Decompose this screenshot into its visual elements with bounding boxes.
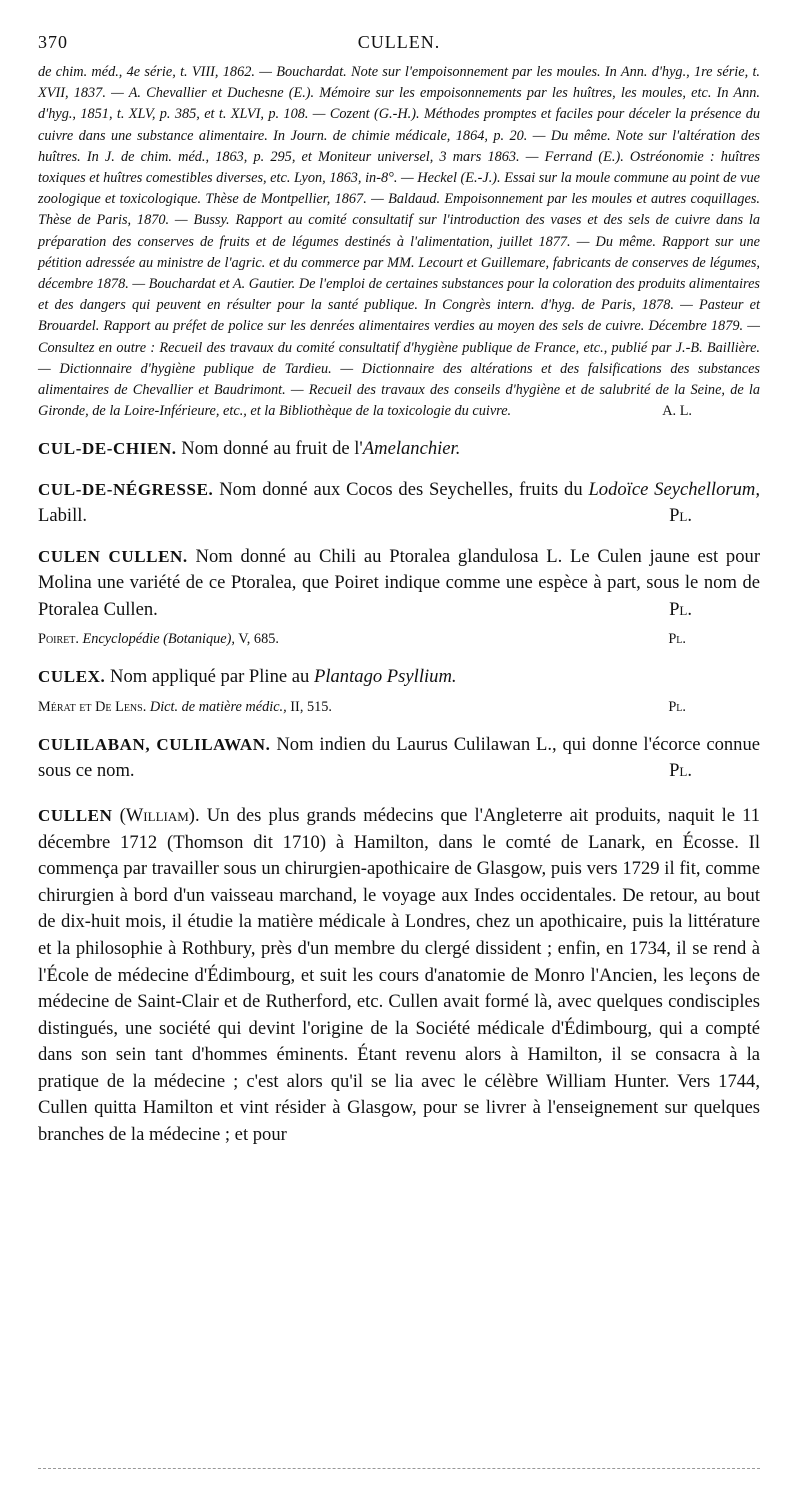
reference-work: Dict. de matière médic., xyxy=(149,698,287,715)
entry-headword: CULEX. xyxy=(38,667,106,687)
reference-merat xyxy=(38,697,760,718)
entry-text-after: Labill. xyxy=(38,505,88,527)
reference-poiret xyxy=(38,629,760,650)
entry-culex xyxy=(38,664,760,691)
reference-author: Mérat et De Lens. xyxy=(38,698,147,715)
entry-text: Nom indien du Laurus Culilawan L., qui donne l'écorce connue sous ce nom. xyxy=(38,733,761,782)
entry-signature: Pl. xyxy=(669,598,692,620)
biography-headword: CULLEN xyxy=(38,805,113,825)
entry-cul-de-chien xyxy=(38,436,760,463)
biography-cullen xyxy=(38,803,760,1149)
biography-text: Un des plus grands médecins que l'Angleterre ait produits, naquit le 11 décembre 1712 (Thomson dit 1710) à Hamilton, dans le comté de Lanark, en Écosse. Il commença par travailler sous un chirurgien-apothicaire de Glasgow, puis vers 1729 il fit, comme chirurgien à bord d'un vaisseau marchand, le voyage aux Indes occidentales. De retour, au bout de dix-huit mois, il étudie la matière médicale à Londres, chez un apothicaire, puis la littérature et la philosophie à Rothbury, près d'un membre du clergé dissident ; enfin, en 1734, il se rend à l'École de médecine d'Édimbourg, et suit les cours d'anatomie de Monro l'Ancien, les leçons de médecine de Saint-Clair et de Rutherford, etc. Cullen avait formé là, avec quelques condisciples distingués, une société qui devint l'origine de la Société médicale d'Édimbourg, qui a compté dans son sein tant d'hommes éminents. Étant revenu alors à Hamilton, il se consacra à la pratique de la médecine ; c'est alors qu'il se lia avec le célèbre William Hunter. Vers 1744, Cullen quitta Hamilton et vint résider à Glasgow, pour se livrer à l'enseignement sur quelques branches de la médecine ; et pour xyxy=(38,804,760,1146)
entry-headword: CUL-DE-CHIEN. xyxy=(38,439,177,459)
bibliography-signature: A. L. xyxy=(662,403,692,420)
entry-text: Nom donné aux Cocos des Seychelles, fruits du xyxy=(219,478,589,500)
reference-author: Poiret. xyxy=(38,631,79,648)
entry-text: Nom donné au Chili au Ptoralea glandulosa L. Le Culen jaune est pour Molina une variété de ce Ptoralea, que Poiret indique comme une espèce à part, sous le nom de Ptoralea Cullen. xyxy=(38,545,761,620)
entry-text: Nom donné au fruit de l' xyxy=(181,438,363,460)
entry-signature: Pl. xyxy=(669,760,692,782)
entry-italic: Amelanchier. xyxy=(362,438,461,460)
page-header xyxy=(38,30,760,58)
entry-headword: CULILABAN, CULILAWAN. xyxy=(38,734,271,754)
reference-signature: Pl. xyxy=(668,631,686,648)
reference-work: Encyclopédie (Botanique), xyxy=(82,631,235,648)
page-number: 370 xyxy=(38,32,68,52)
bibliography-block xyxy=(38,62,760,422)
entry-text: Nom appliqué par Pline au xyxy=(110,666,314,688)
entry-culen-cullen xyxy=(38,544,760,624)
bibliography-text: de chim. méd., 4e série, t. VIII, 1862. — Bouchardat. Note sur l'empoisonnement par les moules. In Ann. d'hyg., 1re série, t. XVII, 1837. — A. Chevallier et Duchesne (E.). Mémoire sur les empoisonnements par les huîtres, les moules, etc. In Ann. d'hyg., 1851, t. XLV, p. 385, et t. XLVI, p. 108. — Cozent (G.-H.). Méthodes promptes et faciles pour déceler la présence du cuivre dans une substance alimentaire. In Journ. de chimie médicale, 1864, p. 20. — Du même. Note sur l'altération des huîtres. In J. de chim. méd., 1863, p. 295, et Moniteur universel, 3 mars 1863. — Ferrand (E.). Ostréonomie : huîtres toxiques et huîtres comestibles diverses, etc. Lyon, 1863, in-8°. — Heckel (E.-J.). Essai sur la moule commune au point de vue zoologique et toxicologique. Thèse de Montpellier, 1867. — Baldaud. Empoisonnement par les moules et autres coquillages. Thèse de Paris, 1870. — Bussy. Rapport au comité consultatif sur l'introduction des vases et des sels de cuivre dans la préparation des conserves de fruits et de légumes destinés à l'alimentation, juillet 1877. — Du même. Rapport sur une pétition adressée au ministre de l'agric. et du commerce par MM. Lecourt et Guillemare, fabricants de conserves de légumes, décembre 1878. — Bouchardat et A. Gautier. De l'emploi de certaines substances pour la coloration des produits alimentaires et des dangers qui peuvent en résulter pour la santé publique. In Congrès intern. d'hyg. de Paris, 1878. — Pasteur et Brouardel. Rapport au préfet de police sur les denrées alimentaires verdies au moyen des sels de cuivre. Décembre 1879. — Consultez en outre : Recueil des travaux du comité consultatif d'hygiène publique de France, etc., publié par J.-B. Baillière. — Dictionnaire d'hygiène publique de Tardieu. — Dictionnaire des altérations et des falsifications des substances alimentaires de Chevallier et Baudrimont. — Recueil des travaux des conseils d'hygiène et de salubrité de la Seine, de la Gironde, de la Loire-Inférieure, etc., et la Bibliothèque de la toxicologie du cuivre. xyxy=(38,64,760,420)
entry-italic: Plantago Psyllium. xyxy=(313,666,457,688)
entry-headword: CUL-DE-NÉGRESSE. xyxy=(38,479,214,499)
entry-culilaban xyxy=(38,732,760,785)
biography-name: (William). xyxy=(119,804,200,826)
reference-signature: Pl. xyxy=(668,698,686,715)
entry-cul-de-negresse xyxy=(38,477,760,530)
entry-headword: CULEN CULLEN. xyxy=(38,546,188,566)
reference-rest: II, 515. xyxy=(286,698,332,715)
reference-rest: V, 685. xyxy=(234,631,279,648)
page-footer-rule xyxy=(38,1468,760,1469)
running-title: CULLEN. xyxy=(357,32,441,52)
entry-italic: Lodoïce Seychellorum, xyxy=(588,478,760,500)
entry-signature: Pl. xyxy=(669,505,692,527)
